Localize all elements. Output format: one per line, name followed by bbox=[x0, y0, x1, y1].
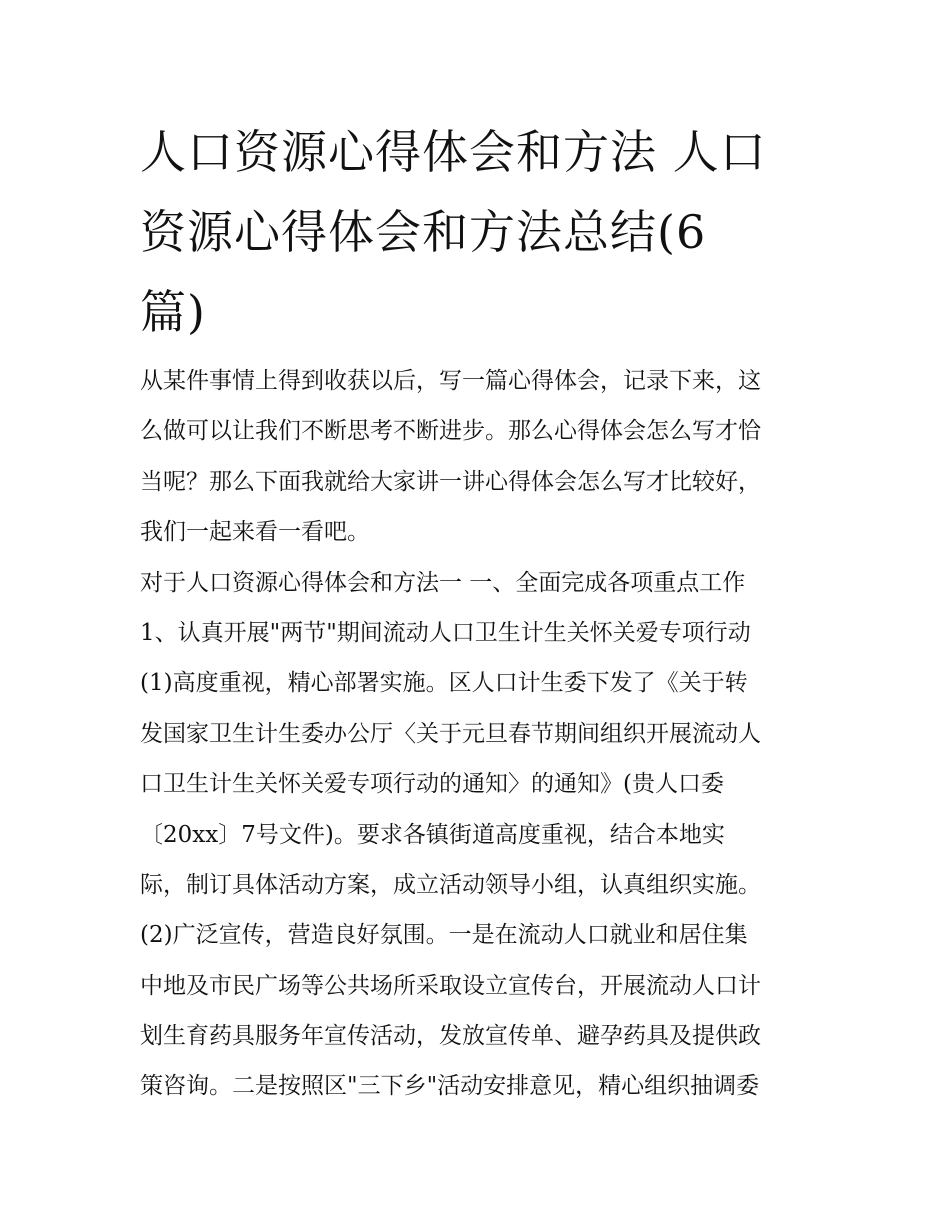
body-line: (1)高度重视，精心部署实施。区人口计生委下发了《关于转 bbox=[140, 670, 748, 697]
document-title bbox=[140, 112, 820, 352]
title-line: 篇) bbox=[140, 285, 206, 339]
body-line: 么做可以让我们不断思考不断进步。那么心得体会怎么写才恰 bbox=[140, 418, 761, 445]
document-body bbox=[140, 356, 830, 1112]
body-line: 〔20xx〕7号文件)。要求各镇街道高度重视，结合本地实 bbox=[140, 821, 725, 848]
title-line: 资源心得体会和方法总结(6 bbox=[140, 205, 707, 259]
body-line: 我们一起来看一看吧。 bbox=[140, 519, 370, 546]
body-line: 当呢？那么下面我就给大家讲一讲心得体会怎么写才比较好， bbox=[140, 468, 761, 495]
body-line: 从某件事情上得到收获以后，写一篇心得体会，记录下来，这 bbox=[140, 368, 761, 394]
body-line: (2)广泛宣传，营造良好氛围。一是在流动人口就业和居住集 bbox=[140, 922, 748, 949]
body-line: 划生育药具服务年宣传活动，发放宣传单、避孕药具及提供政 bbox=[140, 1023, 761, 1050]
body-line: 中地及市民广场等公共场所采取设立宣传台，开展流动人口计 bbox=[140, 972, 761, 999]
body-line: 口卫生计生关怀关爱专项行动的通知〉的通知》(贵人口委 bbox=[140, 771, 724, 798]
body-line: 际，制订具体活动方案，成立活动领导小组，认真组织实施。 bbox=[140, 871, 761, 898]
body-line: 发国家卫生计生委办公厅〈关于元旦春节期间组织开展流动人 bbox=[140, 720, 761, 747]
body-line: 1、认真开展"两节"期间流动人口卫生计生关怀关爱专项行动 bbox=[140, 619, 751, 646]
body-line: 对于人口资源心得体会和方法一 一、全面完成各项重点工作 bbox=[140, 569, 746, 596]
title-line: 人口资源心得体会和方法 人口 bbox=[140, 125, 767, 179]
body-line: 策咨询。二是按照区"三下乡"活动安排意见，精心组织抽调委 bbox=[140, 1073, 760, 1100]
